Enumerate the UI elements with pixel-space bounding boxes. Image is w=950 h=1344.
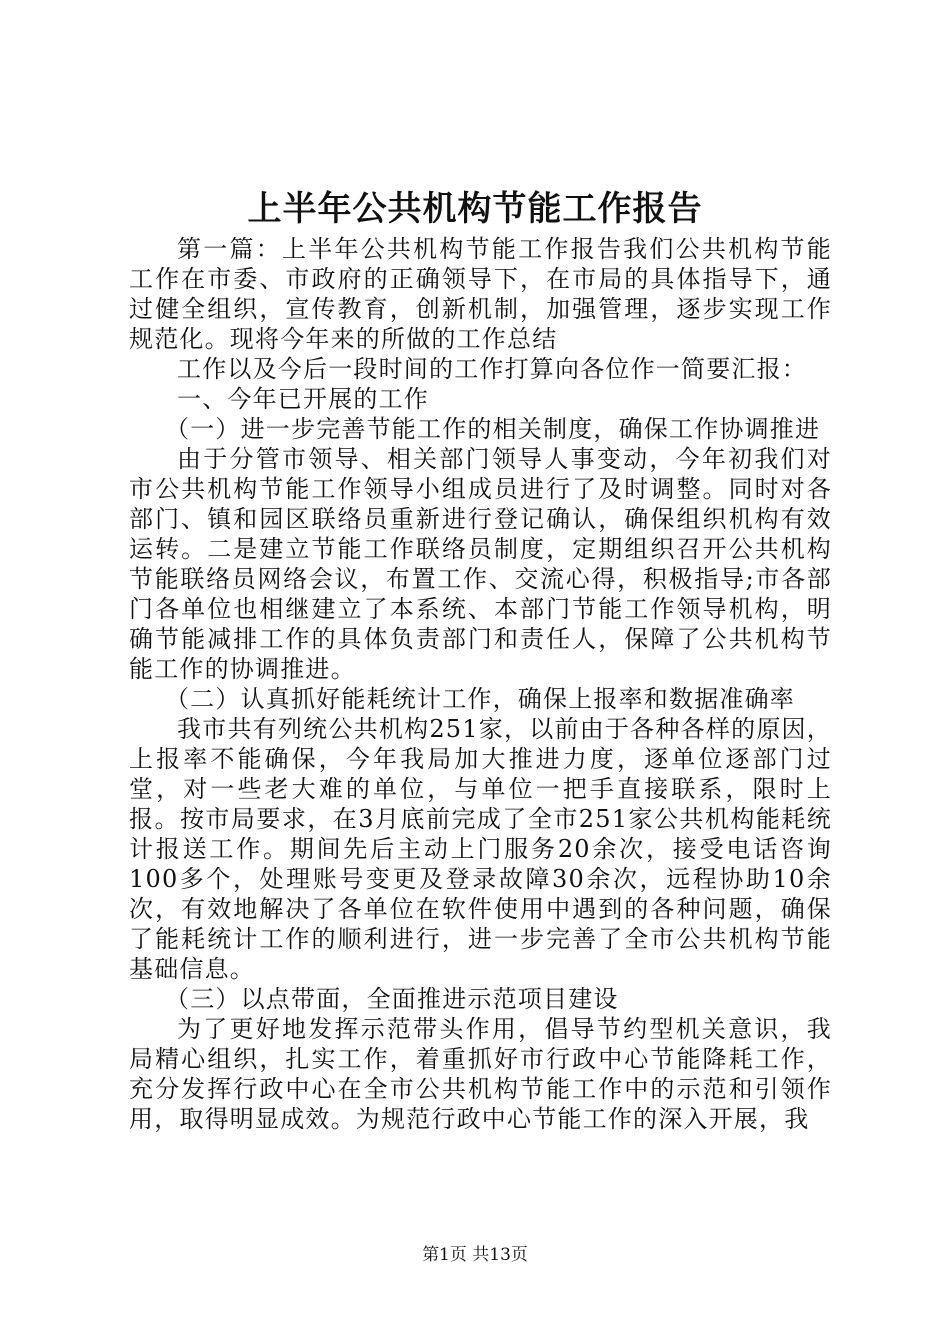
document-title: 上半年公共机构节能工作报告 <box>247 189 703 229</box>
subsection-heading-2: （二）认真抓好能耗统计工作，确保上报率和数据准确率 <box>165 685 795 713</box>
paragraph-energy-statistics: 我市共有列统公共机构251家，以前由于各种各样的原因，上报率不能确保，今年我局加大推进力度，逐单位逐部门过堂，对一些老大难的单位，与单位一把手直接联系，限时上报。按市局要求，在3月底前完成了全市251家公共机构能耗统计报送工作。期间先后主动上门服务20余次，接受电话咨询100多个，处理账号变更及登录故障30余次，远程协助10余次，有效地解决了各单位在软件使用中遇到的各种问题，确保了能耗统计工作的顺利进行，进一步完善了全市公共机构节能基础信息。 <box>129 715 832 983</box>
page-number-footer: 第1页 共13页 <box>422 1245 528 1265</box>
document-body <box>129 234 832 1134</box>
paragraph-report-plan: 工作以及今后一段时间的工作打算向各位作一简要汇报： <box>177 355 807 383</box>
paragraph-system-building: 由于分管市领导、相关部门领导人事变动，今年初我们对市公共机构节能工作领导小组成员进行了及时调整。同时对各部门、镇和园区联络员重新进行登记确认，确保组织机构有效运转。二是建立节能工作联络员制度，定期组织召开公共机构节能联络员网络会议，布置工作、交流心得，积极指导;市各部门各单位也相继建立了本系统、本部门节能工作领导机构，明确节能减排工作的具体负责部门和责任人，保障了公共机构节能工作的协调推进。 <box>129 445 832 683</box>
subsection-heading-1: （一）进一步完善节能工作的相关制度，确保工作协调推进 <box>165 415 821 443</box>
paragraph-demo-projects: 为了更好地发挥示范带头作用，倡导节约型机关意识，我局精心组织，扎实工作，着重抓好市行政中心节能降耗工作，充分发挥行政中心在全市公共机构节能工作中的示范和引领作用，取得明显成效。为规范行政中心节能工作的深入开展，我 <box>129 1015 832 1133</box>
subsection-heading-3: （三）以点带面，全面推进示范项目建设 <box>165 985 619 1013</box>
paragraph-intro: 第一篇：上半年公共机构节能工作报告我们公共机构节能工作在市委、市政府的正确领导下，在市局的具体指导下，通过健全组织，宣传教育，创新机制，加强管理，逐步实现工作规范化。现将今年来的所做的工作总结 <box>129 235 832 353</box>
section-heading-1: 一、今年已开展的工作 <box>177 385 429 413</box>
